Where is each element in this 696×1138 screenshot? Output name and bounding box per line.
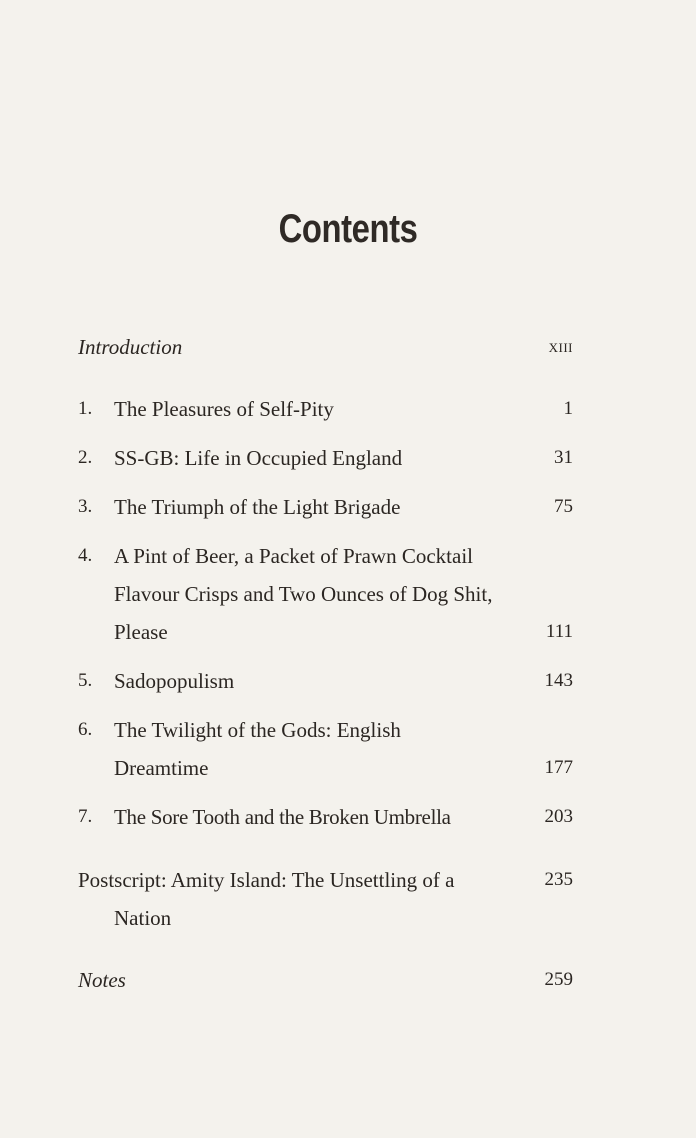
entry-page-number: xiii (548, 336, 573, 357)
entry-page-number: 111 (545, 621, 573, 642)
entry-page-number: 235 (544, 869, 573, 890)
toc-entry-chapter-2[interactable] (78, 439, 573, 477)
toc-entry-chapter-4[interactable] (78, 537, 573, 651)
toc-entry-chapter-5[interactable] (78, 662, 573, 700)
entry-page-number: 75 (554, 496, 573, 517)
entry-title: Introduction (78, 335, 183, 359)
entry-page-number: 143 (544, 670, 573, 691)
toc-entry-chapter-3[interactable] (78, 488, 573, 526)
page-title: Contents (278, 207, 418, 251)
entry-number: 6. (78, 719, 93, 740)
entry-number: 5. (78, 670, 93, 691)
toc-entry-chapter-1[interactable] (78, 390, 573, 428)
entry-number: 2. (78, 447, 93, 468)
entry-title: The Twilight of the Gods: English Dreamtime (114, 718, 401, 780)
toc-entry-chapter-7[interactable] (78, 798, 573, 836)
entry-title: A Pint of Beer, a Packet of Prawn Cocktail Flavour Crisps and Two Ounces of Dog Shit, Please (114, 544, 493, 644)
entry-page-number: 177 (544, 757, 573, 778)
toc-entry-introduction[interactable] (78, 328, 573, 366)
entry-title: SS-GB: Life in Occupied England (114, 446, 403, 470)
entry-title: Postscript: Amity Island: The Unsettling of a Nation (78, 868, 455, 930)
entry-number: 4. (78, 545, 93, 566)
entry-page-number: 259 (544, 969, 573, 990)
entry-page-number: 203 (544, 806, 573, 827)
toc-entry-postscript[interactable] (78, 861, 573, 937)
entry-title: Sadopopulism (114, 669, 235, 693)
entry-page-number: 1 (563, 398, 573, 419)
entry-page-number: 31 (554, 447, 573, 468)
entry-title: The Triumph of the Light Brigade (114, 495, 401, 519)
entry-number: 7. (78, 806, 93, 827)
toc-entry-notes[interactable] (78, 961, 573, 999)
entry-title: Notes (78, 968, 126, 992)
entry-number: 3. (78, 496, 93, 517)
entry-title: The Sore Tooth and the Broken Umbrella (114, 805, 451, 829)
entry-title: The Pleasures of Self-Pity (114, 397, 334, 421)
toc-entry-chapter-6[interactable] (78, 711, 573, 787)
entry-number: 1. (78, 398, 93, 419)
